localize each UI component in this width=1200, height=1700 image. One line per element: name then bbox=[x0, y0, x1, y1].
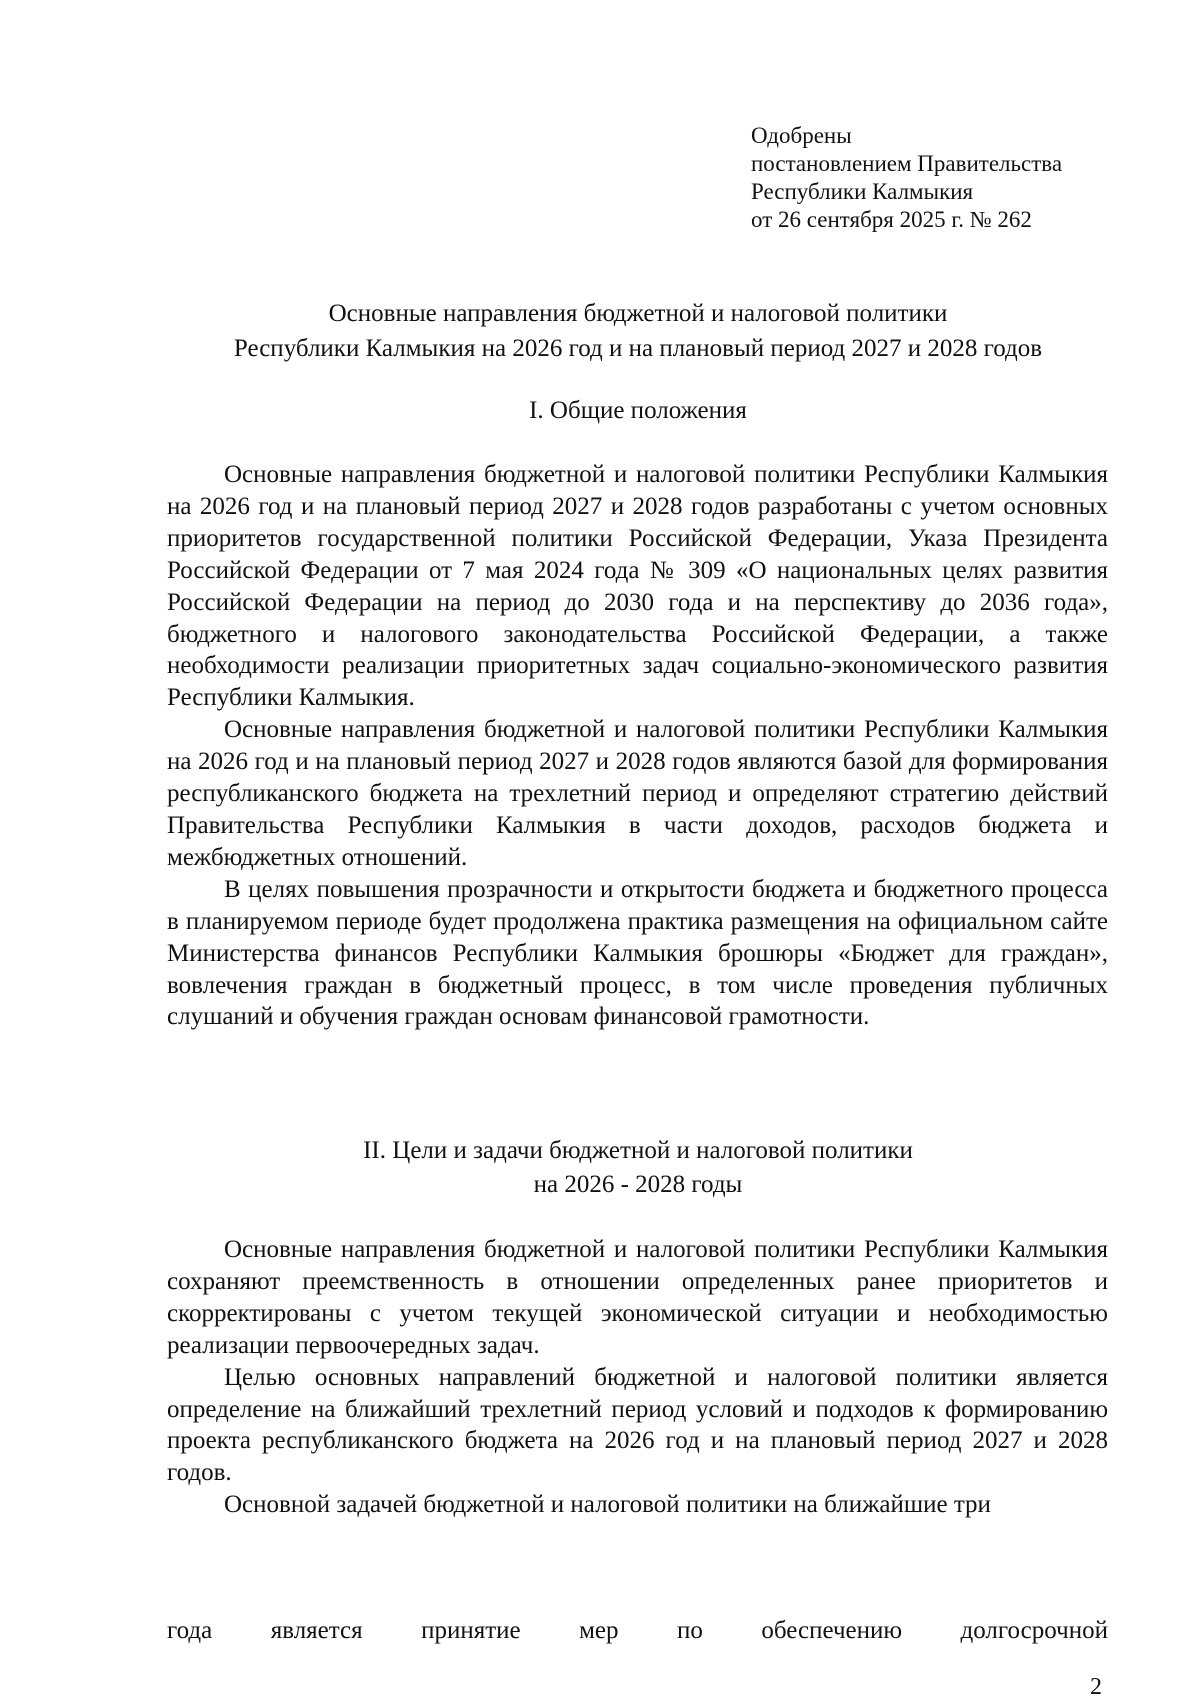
section-body bbox=[167, 1234, 1108, 1521]
section-heading: I. Общие положения bbox=[529, 397, 747, 424]
paragraph: Основные направления бюджетной и налоговой политики Республики Калмыкия сохраняют преемственность в отношении определенных ранее приоритетов и скорректированы с учетом текущей экономической ситуации и необходимостью реализации первоочередных задач. bbox=[167, 1236, 1108, 1359]
continuation-word: принятие bbox=[421, 1617, 521, 1644]
page-number: 2 bbox=[1090, 1674, 1102, 1700]
section-heading-line: на 2026 - 2028 годы bbox=[533, 1171, 743, 1198]
approval-line: постановлением Правительства bbox=[751, 151, 1063, 176]
approval-line: от 26 сентября 2025 г. № 262 bbox=[751, 207, 1032, 232]
paragraph: Целью основных направлений бюджетной и налоговой политики является определение на ближайший трехлетний период условий и подходов к формированию проекта республиканского бюджета на 2026 год и на плановый период 2027 и 2028 годов. bbox=[167, 1363, 1108, 1487]
paragraph-continuation-line bbox=[167, 1615, 1108, 1647]
continuation-word: является bbox=[270, 1617, 363, 1644]
document-title bbox=[160, 296, 1116, 366]
approval-stamp-block bbox=[751, 122, 1062, 234]
paragraph: Основной задачей бюджетной и налоговой политики на ближайшие три bbox=[224, 1491, 991, 1519]
continuation-word: по bbox=[677, 1617, 703, 1644]
continuation-word: года bbox=[167, 1617, 213, 1644]
continuation-word: мер bbox=[579, 1617, 619, 1644]
section-heading bbox=[160, 1134, 1116, 1202]
paragraph: В целях повышения прозрачности и открытости бюджета и бюджетного процесса в планируемом периоде будет продолжена практика размещения на официальном сайте Министерства финансов Республики Калмыкия брошюры «Бюджет для граждан», вовлечения граждан в бюджетный процесс, в том числе проведения публичных слушаний и обучения граждан основам финансовой грамотности. bbox=[167, 875, 1108, 1031]
approval-line: Одобрены bbox=[751, 123, 852, 148]
continuation-word: долгосрочной bbox=[960, 1617, 1108, 1644]
paragraph: Основные направления бюджетной и налоговой политики Республики Калмыкия на 2026 год и на плановый период 2027 и 2028 годов являются базой для формирования республиканского бюджета на трехлетний период и определяют стратегию действий Правительства Республики Калмыкия в части доходов, расходов бюджета и межбюджетных отношений. bbox=[167, 716, 1108, 871]
paragraph: Основные направления бюджетной и налоговой политики Республики Калмыкия на 2026 год и на плановый период 2027 и 2028 годов разработаны с учетом основных приоритетов государственной политики Российской Федерации, Указа Президента Российской Федерации от 7 мая 2024 года № 309 «О национальных целях развития Российской Федерации на период до 2030 года и на перспективу до 2036 года», бюджетного и налогового законодательства Российской Федерации, а также необходимости реализации приоритетных задач социально-экономического развития Республики Калмыкия. bbox=[167, 461, 1108, 712]
document-title-line: Основные направления бюджетной и налоговой политики bbox=[328, 300, 948, 327]
document-title-line: Республики Калмыкия на 2026 год и на плановый период 2027 и 2028 годов bbox=[233, 335, 1043, 362]
approval-line: Республики Калмыкия bbox=[751, 179, 974, 204]
section-body bbox=[167, 459, 1108, 1033]
section-heading-line: II. Цели и задачи бюджетной и налоговой политики bbox=[363, 1137, 913, 1164]
continuation-word: обеспечению bbox=[761, 1617, 903, 1644]
